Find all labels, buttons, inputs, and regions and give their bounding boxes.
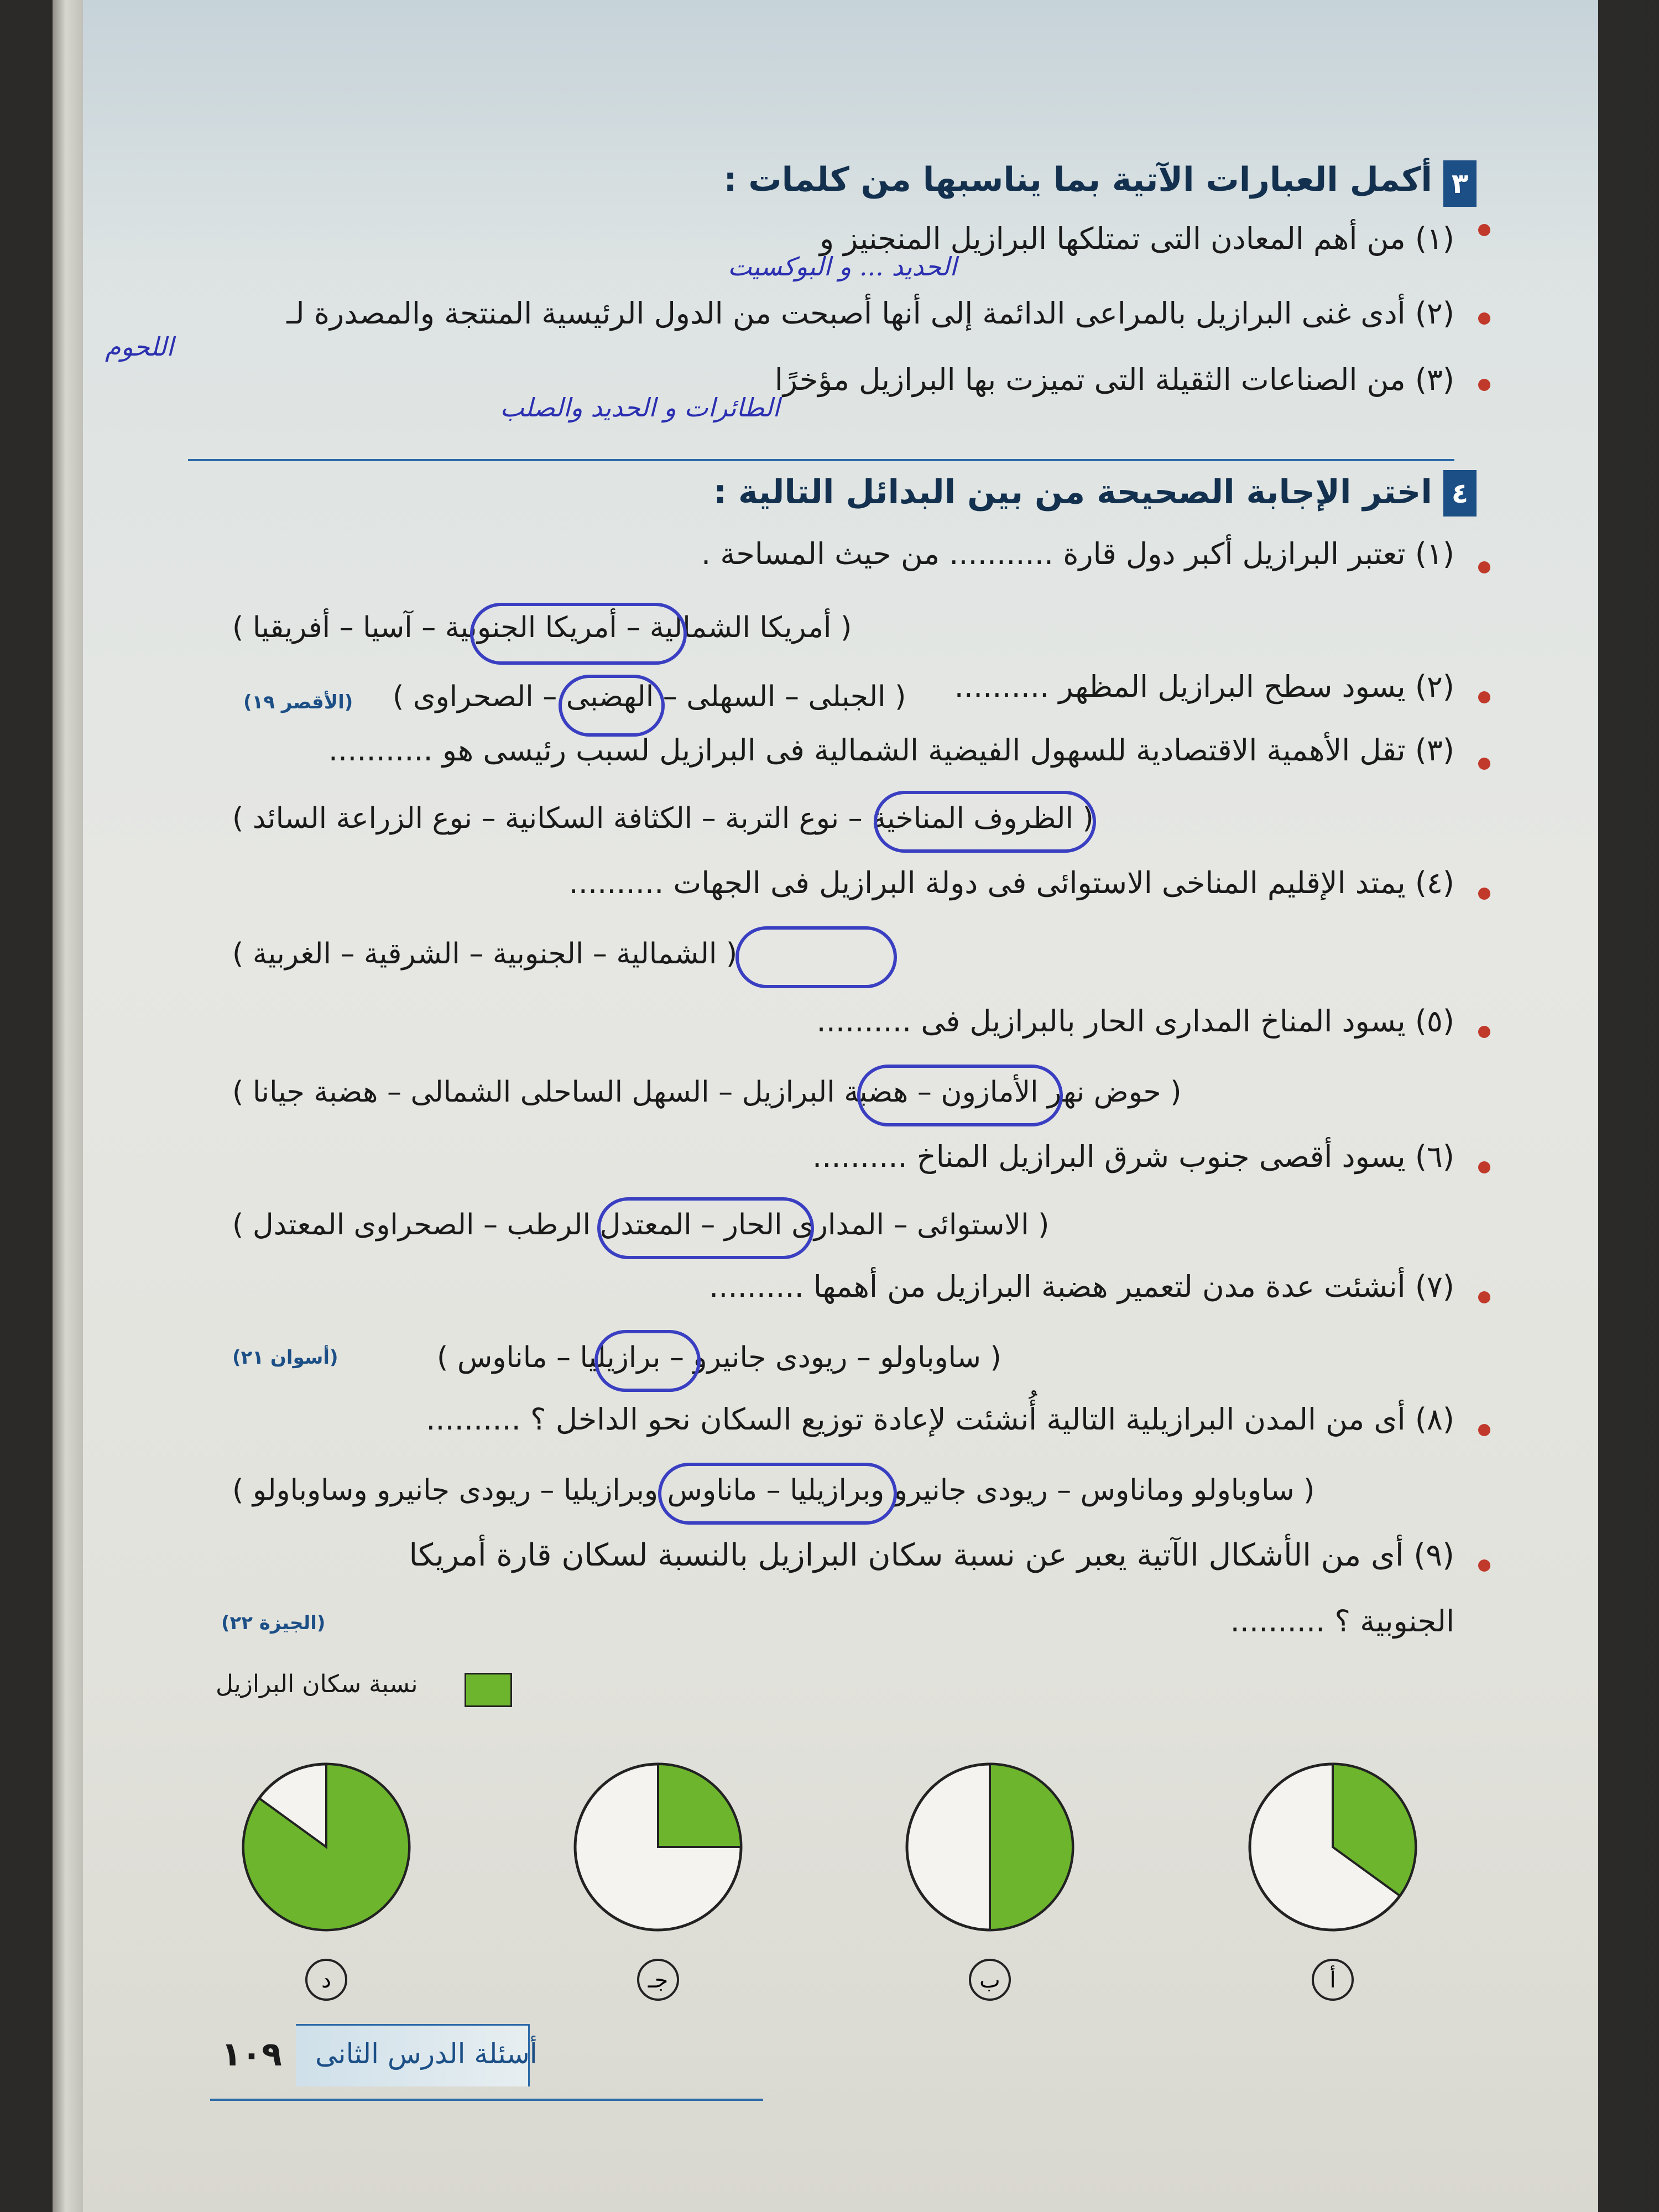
bullet-dot (1478, 758, 1490, 770)
s3-item-1: (١) من أهم المعادن التى تمتلكها البرازيل المنجنيز و (820, 221, 1454, 256)
s3-item-2: (٢) أدى غنى البرازيل بالمراعى الدائمة إلى أنها أصبحت من الدول الرئيسية المنتجة والمصدرة لـ (286, 296, 1454, 331)
answer-circle (874, 791, 1096, 853)
page-number: ١٠٩ (221, 2035, 282, 2074)
pie-3-brazil-slice (658, 1764, 741, 1847)
legend-swatch (465, 1673, 512, 1707)
bullet-dot (1478, 379, 1490, 391)
bullet-dot (1478, 1161, 1490, 1173)
section-4-number: ٤ (1443, 470, 1477, 517)
bullet-dot (1478, 1026, 1490, 1038)
s4-question-1-options: ( أمريكا الشمالية – أمريكا الجنوبية – آسيا – أفريقيا ) (232, 611, 852, 644)
answer-circle (597, 1197, 814, 1259)
s4-question-9: (٩) أى من الأشكال الآتية يعبر عن نسبة سكان البرازيل بالنسبة لسكان قارة أمريكا (409, 1537, 1454, 1573)
s4-question-5: (٥) يسود المناخ المدارى الحار بالبرازيل فى .......... (816, 1004, 1454, 1039)
footer-lesson: أسئلة الدرس الثانى (315, 2038, 538, 2070)
s3-item-2-handwritten: اللحوم (105, 332, 174, 362)
footer-line (210, 2099, 763, 2101)
s3-item-3-handwritten: الطائرات و الحديد والصلب (500, 393, 780, 422)
book-spine-shadow (1598, 0, 1659, 2212)
answer-circle (735, 926, 897, 988)
s4-question-8: (٨) أى من المدن البرازيلية التالية أُنشئت لإعادة توزيع السكان نحو الداخل ؟ .......... (426, 1402, 1454, 1437)
s4-question-8-options: ( ساوباولو وماناوس – ريودى جانيرو وبرازيليا – ماناوس وبرازيليا – ريودى جانيرو وساوباولو ) (232, 1474, 1315, 1507)
s4-question-7: (٧) أنشئت عدة مدن لتعمير هضبة البرازيل من أهمها .......... (709, 1269, 1454, 1304)
bullet-dot (1478, 224, 1490, 236)
s4-question-2: (٢) يسود سطح البرازيل المظهر .......... (954, 669, 1454, 704)
s4-question-1: (١) تعتبر البرازيل أكبر دول قارة ........... من حيث المساحة . (701, 536, 1454, 571)
s4-question-2-source: (الأقصر ١٩) (243, 691, 353, 713)
section-3-title: أكمل العبارات الآتية بما يناسبها من كلمات : (723, 160, 1432, 199)
answer-circle (658, 1463, 897, 1525)
legend-label: نسبة سكان البرازيل (216, 1670, 418, 1698)
s4-question-3: (٣) تقل الأهمية الاقتصادية للسهول الفيضية الشمالية فى البرازيل لسبب رئيسى هو ........... (328, 733, 1454, 768)
answer-circle (857, 1065, 1063, 1126)
answer-circle (559, 675, 665, 737)
book-page-edge (53, 0, 86, 2212)
answer-circle (470, 603, 687, 665)
s3-item-3: (٣) من الصناعات الثقيلة التى تميزت بها البرازيل مؤخرًا (774, 362, 1454, 397)
s4-question-6: (٦) يسود أقصى جنوب شرق البرازيل المناخ .......... (812, 1139, 1454, 1174)
s4-question-4: (٤) يمتد الإقليم المناخى الاستوائى فى دولة البرازيل فى الجهات .......... (568, 865, 1454, 900)
bullet-dot (1478, 1424, 1490, 1436)
bullet-dot (1478, 312, 1490, 325)
book-page (83, 0, 1598, 2212)
s4-question-6-options: ( الاستوائى – المدارى الحار – المعتدل الرطب – الصحراوى المعتدل ) (232, 1208, 1050, 1241)
s3-item-1-handwritten: الحديد ... و البوكسيت (728, 252, 957, 281)
s4-question-9-continued: الجنوبية ؟ .......... (1230, 1604, 1454, 1639)
bullet-dot (1478, 888, 1490, 900)
bullet-dot (1478, 1291, 1490, 1303)
pie-2-brazil-slice (990, 1764, 1073, 1930)
pie-2-label: ب (979, 1968, 1000, 1993)
section-4-title: اختر الإجابة الصحيحة من بين البدائل التالية : (713, 473, 1432, 512)
s4-question-7-source: (أسوان ٢١) (232, 1347, 338, 1369)
s4-question-4-options: ( الشمالية – الجنوبية – الشرقية – الغربية ) (232, 937, 738, 971)
pie-4-label: د (321, 1968, 331, 1993)
section-divider (188, 459, 1454, 461)
s4-question-3-options: ( الظروف المناخية – نوع التربة – الكثافة السكانية – نوع الزراعة السائد ) (232, 802, 1094, 835)
section-3-number: ٣ (1443, 160, 1477, 207)
pie-charts-figure (83, 1725, 1598, 2035)
answer-circle (594, 1330, 701, 1392)
s4-question-7-options: ( ساوباولو – ريودى جانيرو – برازيليا – ماناوس ) (437, 1341, 1001, 1374)
pie-3-label: جـ (648, 1968, 669, 1993)
pie-1-label: أ (1329, 1968, 1336, 1993)
s4-question-5-options: ( حوض نهر الأمازون – هضبة البرازيل – السهل الساحلى الشمالى – هضبة جيانا ) (232, 1076, 1182, 1109)
bullet-dot (1478, 561, 1490, 573)
bullet-dot (1478, 691, 1490, 703)
s4-question-2-options: ( الجبلى – السهلى – الهضبى – الصحراوى ) (393, 680, 906, 713)
s4-question-9-source: (الجيزة ٢٢) (221, 1612, 326, 1634)
bullet-dot (1478, 1559, 1490, 1572)
